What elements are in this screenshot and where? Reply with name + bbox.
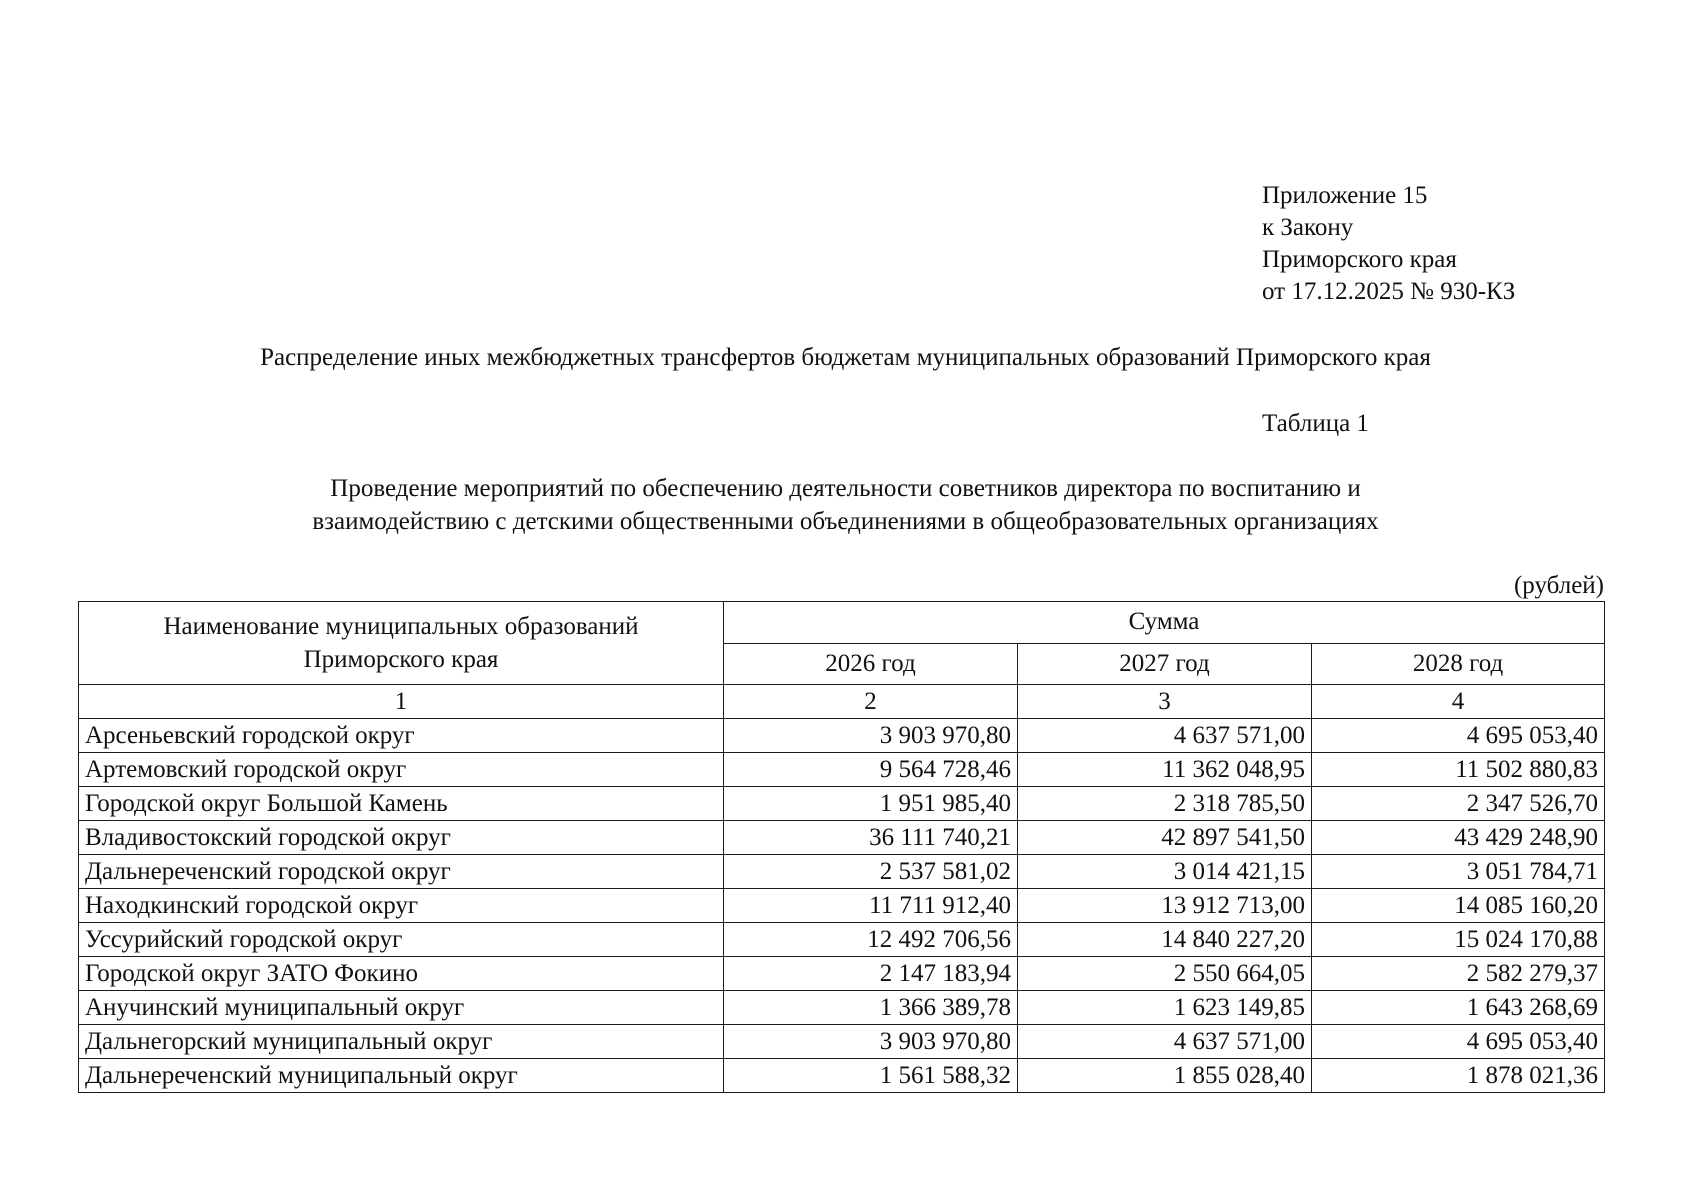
amount-2026: 11 711 912,40 bbox=[724, 889, 1018, 923]
amount-2028: 43 429 248,90 bbox=[1312, 821, 1605, 855]
appendix-header bbox=[1262, 180, 1515, 308]
column-number: 4 bbox=[1312, 685, 1605, 719]
appendix-line-3: Приморского края bbox=[1262, 246, 1457, 273]
name-column-header bbox=[79, 602, 724, 685]
amount-2026: 2 537 581,02 bbox=[724, 855, 1018, 889]
municipality-name: Дальнегорский муниципальный округ bbox=[79, 1025, 724, 1059]
amount-2027: 4 637 571,00 bbox=[1018, 1025, 1312, 1059]
amount-2026: 3 903 970,80 bbox=[724, 1025, 1018, 1059]
municipality-name: Городской округ ЗАТО Фокино bbox=[79, 957, 724, 991]
year-header-2028: 2028 год bbox=[1312, 643, 1605, 685]
table-row bbox=[79, 821, 1605, 855]
column-number: 2 bbox=[724, 685, 1018, 719]
table-row bbox=[79, 889, 1605, 923]
sum-header: Сумма bbox=[724, 602, 1605, 644]
amount-2028: 4 695 053,40 bbox=[1312, 719, 1605, 753]
name-header-line-1: Наименование муниципальных образований bbox=[163, 613, 639, 640]
amount-2028: 4 695 053,40 bbox=[1312, 1025, 1605, 1059]
municipality-name: Уссурийский городской округ bbox=[79, 923, 724, 957]
transfers-table bbox=[78, 601, 1605, 1093]
year-header-2027: 2027 год bbox=[1018, 643, 1312, 685]
table-row bbox=[79, 923, 1605, 957]
year-header-2026: 2026 год bbox=[724, 643, 1018, 685]
subtitle-line-1: Проведение мероприятий по обеспечению деятельности советников директора по воспитанию и bbox=[330, 475, 1361, 502]
amount-2027: 14 840 227,20 bbox=[1018, 923, 1312, 957]
appendix-line-4: от 17.12.2025 № 930-КЗ bbox=[1262, 278, 1516, 305]
amount-2026: 12 492 706,56 bbox=[724, 923, 1018, 957]
table-row bbox=[79, 855, 1605, 889]
table-row bbox=[79, 1059, 1605, 1093]
amount-2026: 36 111 740,21 bbox=[724, 821, 1018, 855]
table-row bbox=[79, 957, 1605, 991]
amount-2026: 1 366 389,78 bbox=[724, 991, 1018, 1025]
amount-2026: 2 147 183,94 bbox=[724, 957, 1018, 991]
amount-2028: 2 582 279,37 bbox=[1312, 957, 1605, 991]
table-subtitle bbox=[0, 472, 1691, 538]
amount-2027: 1 623 149,85 bbox=[1018, 991, 1312, 1025]
amount-2028: 15 024 170,88 bbox=[1312, 923, 1605, 957]
table-row bbox=[79, 991, 1605, 1025]
amount-2027: 11 362 048,95 bbox=[1018, 753, 1312, 787]
table-label: Таблица 1 bbox=[1262, 410, 1369, 437]
table-row bbox=[79, 1025, 1605, 1059]
amount-2027: 2 318 785,50 bbox=[1018, 787, 1312, 821]
amount-2026: 1 951 985,40 bbox=[724, 787, 1018, 821]
municipality-name: Дальнереченский муниципальный округ bbox=[79, 1059, 724, 1093]
column-number-row bbox=[79, 685, 1605, 719]
municipality-name: Владивостокский городской округ bbox=[79, 821, 724, 855]
amount-2027: 2 550 664,05 bbox=[1018, 957, 1312, 991]
appendix-line-2: к Закону bbox=[1262, 214, 1354, 241]
amount-2028: 1 878 021,36 bbox=[1312, 1059, 1605, 1093]
amount-2028: 1 643 268,69 bbox=[1312, 991, 1605, 1025]
subtitle-line-2: взаимодействию с детскими общественными объединениями в общеобразовательных организациях bbox=[312, 508, 1379, 535]
amount-2027: 3 014 421,15 bbox=[1018, 855, 1312, 889]
amount-2028: 11 502 880,83 bbox=[1312, 753, 1605, 787]
municipality-name: Арсеньевский городской округ bbox=[79, 719, 724, 753]
table-row bbox=[79, 753, 1605, 787]
document-title: Распределение иных межбюджетных трансфертов бюджетам муниципальных образований Приморского края bbox=[260, 344, 1431, 371]
amount-2026: 1 561 588,32 bbox=[724, 1059, 1018, 1093]
municipality-name: Находкинский городской округ bbox=[79, 889, 724, 923]
units-label: (рублей) bbox=[1513, 572, 1604, 599]
column-number: 1 bbox=[79, 685, 724, 719]
municipality-name: Дальнереченский городской округ bbox=[79, 855, 724, 889]
municipality-name: Артемовский городской округ bbox=[79, 753, 724, 787]
table-row bbox=[79, 787, 1605, 821]
name-header-line-2: Приморского края bbox=[303, 646, 499, 673]
column-number: 3 bbox=[1018, 685, 1312, 719]
amount-2028: 14 085 160,20 bbox=[1312, 889, 1605, 923]
amount-2026: 3 903 970,80 bbox=[724, 719, 1018, 753]
municipality-name: Анучинский муниципальный округ bbox=[79, 991, 724, 1025]
table-row bbox=[79, 719, 1605, 753]
amount-2026: 9 564 728,46 bbox=[724, 753, 1018, 787]
amount-2028: 2 347 526,70 bbox=[1312, 787, 1605, 821]
municipality-name: Городской округ Большой Камень bbox=[79, 787, 724, 821]
amount-2027: 13 912 713,00 bbox=[1018, 889, 1312, 923]
amount-2027: 1 855 028,40 bbox=[1018, 1059, 1312, 1093]
amount-2028: 3 051 784,71 bbox=[1312, 855, 1605, 889]
amount-2027: 42 897 541,50 bbox=[1018, 821, 1312, 855]
appendix-line-1: Приложение 15 bbox=[1262, 182, 1428, 209]
amount-2027: 4 637 571,00 bbox=[1018, 719, 1312, 753]
